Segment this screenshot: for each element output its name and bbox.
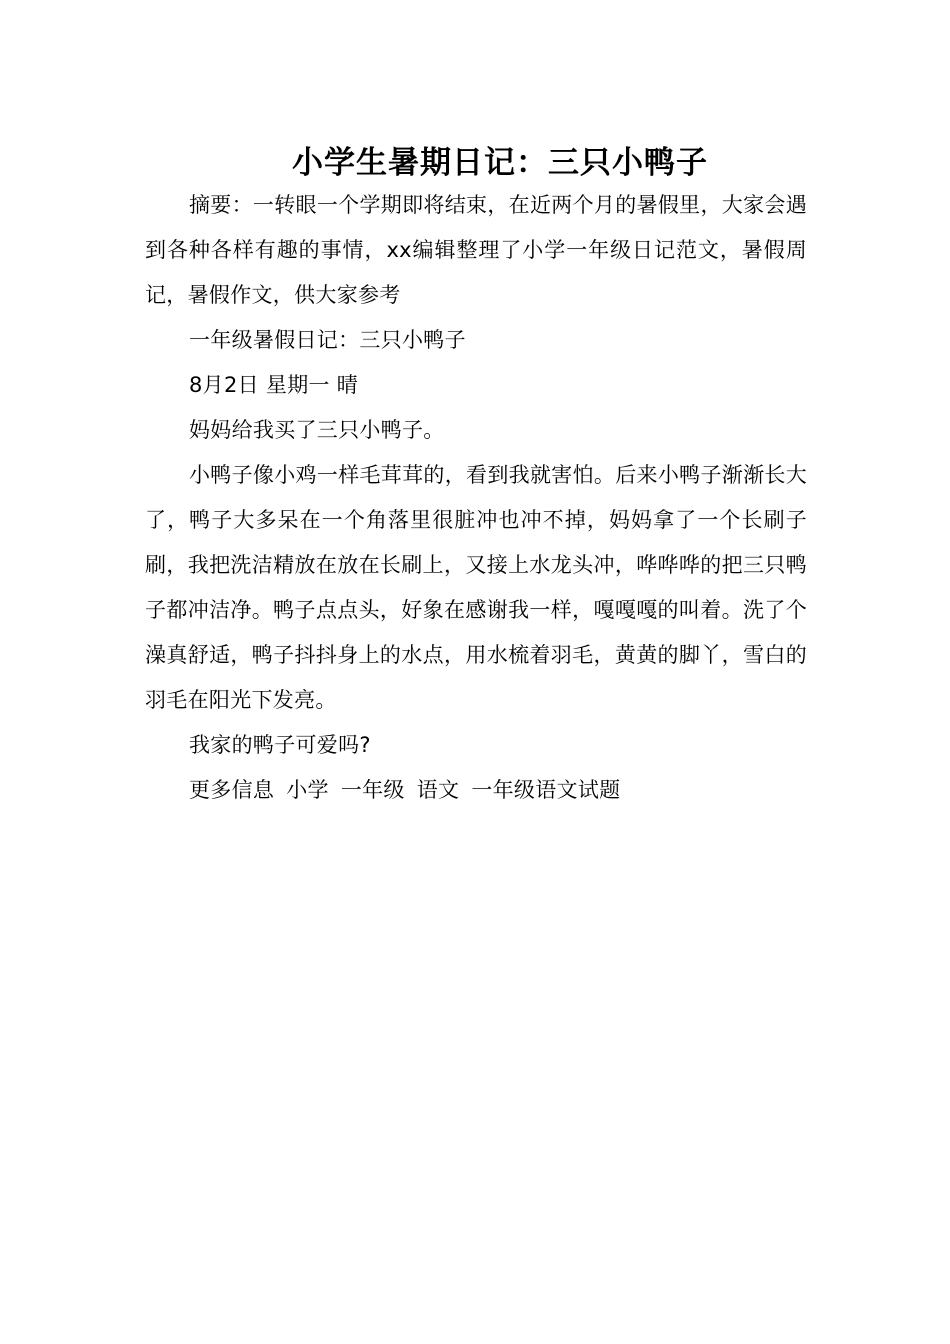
summary-paragraph: 摘要：一转眼一个学期即将结束，在近两个月的暑假里，大家会遇到各种各样有趣的事情，xx编辑整理了小学一年级日记范文，暑假周记，暑假作文，供大家参考 <box>145 193 807 307</box>
more-info-line <box>145 768 807 813</box>
diary-paragraph-1: 妈妈给我买了三只小鸭子。 <box>189 418 445 442</box>
document-title: 小学生暑期日记：三只小鸭子 <box>292 144 708 181</box>
more-info-tag[interactable]: 一年级 <box>340 778 405 802</box>
more-info-tag[interactable]: 小学 <box>286 778 329 802</box>
document-body <box>145 183 807 813</box>
diary-paragraph-2: 小鸭子像小鸡一样毛茸茸的，看到我就害怕。后来小鸭子渐渐长大了，鸭子大多呆在一个角落里很脏冲也冲不掉，妈妈拿了一个长刷子刷，我把洗洁精放在放在长刷上，又接上水龙头冲，哗哗哗的把三只鸭子都冲洁净。鸭子点点头，好象在感谢我一样，嘎嘎嘎的叫着。洗了个澡真舒适，鸭子抖抖身上的水点，用水梳着羽毛，黄黄的脚丫，雪白的羽毛在阳光下发亮。 <box>145 463 807 712</box>
more-info-tag[interactable]: 一年级语文试题 <box>471 778 621 802</box>
more-info-label: 更多信息 <box>189 778 275 802</box>
diary-heading: 一年级暑假日记：三只小鸭子 <box>189 328 466 352</box>
diary-date: 8月2日 星期一 晴 <box>189 373 359 397</box>
diary-paragraph-3: 我家的鸭子可爱吗? <box>189 733 371 757</box>
more-info-tag[interactable]: 语文 <box>416 778 460 802</box>
